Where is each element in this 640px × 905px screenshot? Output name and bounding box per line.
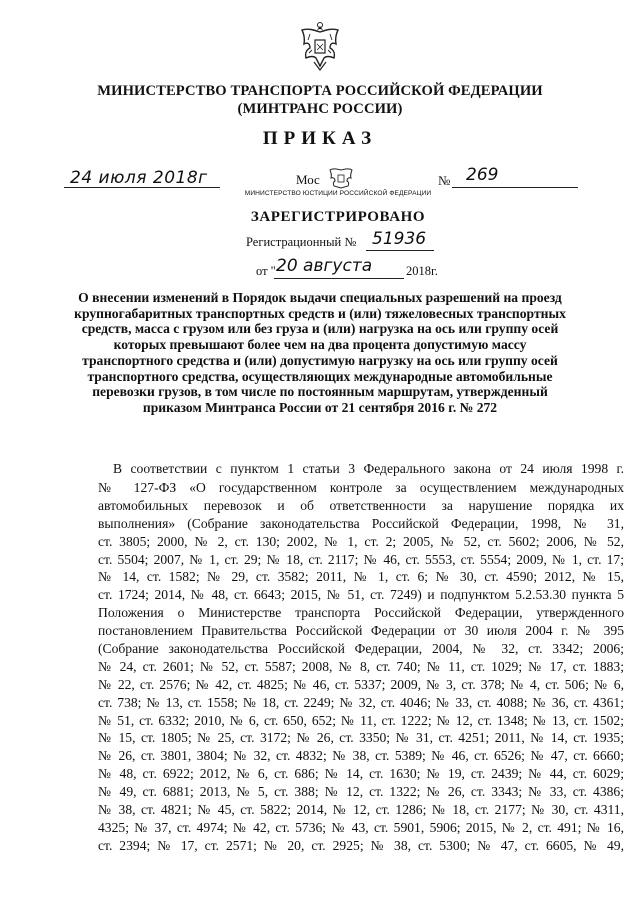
body-line: ст. 5504; 2007, № 1, ст. 29; № 18, ст. 2117; № 46, ст. 5553, ст. 5554; 2009, № 1, ст. 17;: [98, 551, 624, 567]
body-line: № 26, ст. 3801, 3804; № 32, ст. 4832; № 38, ст. 5389; № 46, ст. 6526; № 47, ст. 6660;: [98, 748, 624, 764]
body-line: № 22, ст. 2576; № 42, ст. 4825; № 46, ст. 5337; 2009, № 3, ст. 378; № 4, ст. 506; № 6,: [98, 676, 624, 692]
body-line: № 127-ФЗ «О государственном контроле за осуществлением международных: [98, 480, 624, 495]
title-line: средств, масса с грузом или без груза и (или) нагрузка на ось или группу осей: [81, 321, 559, 337]
stamp-date-prefix: от ": [256, 264, 276, 278]
order-title: [60, 290, 580, 416]
body-first-line: В соответствии с пунктом 1 статьи 3 Федерального закона от 24 июля 1998 г.: [113, 461, 624, 476]
number-underline: [452, 187, 578, 188]
title-line: перевозки грузов, в том числе по постоянным маршрутам, утвержденный: [92, 384, 548, 400]
body-text: [98, 479, 624, 855]
title-line: которых превышают более чем на два процента допустимую массу: [113, 337, 527, 353]
stamp-number-underline: [366, 250, 434, 251]
body-line: ст. 3805; 2000, № 2, ст. 130; 2002, № 1, ст. 2; 2005, № 52, ст. 5602; 2006, № 52,: [98, 533, 624, 549]
body-line: № 15, ст. 1805; № 25, ст. 3172; № 26, ст. 3350; № 31, ст. 4251; 2011, № 14, ст. 1935;: [98, 730, 624, 746]
russian-coat-of-arms-icon: [296, 20, 344, 72]
body-line: № 51, ст. 6332; 2010, № 6, ст. 650, 652; № 11, ст. 1222; № 12, ст. 1348; № 13, ст. 1502;: [98, 712, 624, 728]
city-label: Мос: [296, 172, 320, 187]
ministry-abbreviation: (МИНТРАНС РОССИИ): [237, 101, 403, 117]
title-line: транспортного средства и (или) допустимую нагрузку на ось или группу осей: [82, 352, 558, 368]
body-line: ст. 1724; 2014, № 48, ст. 6643; 2015, № 51, ст. 7249) и подпунктом 5.2.53.30 пункта 5: [98, 587, 624, 603]
body-line: постановлением Правительства Российской Федерации от 30 июля 2004 г. № 395: [98, 623, 624, 639]
stamp-registration-date: 20 августа: [276, 256, 373, 276]
registration-stamp: [240, 182, 436, 284]
date-underline: [64, 187, 220, 188]
body-line: № 24, ст. 2601; № 52, ст. 5587; 2008, № 8, ст. 740; № 11, ст. 1029; № 17, ст. 1883;: [98, 658, 624, 674]
body-line: № 49, ст. 6881; 2013, № 5, ст. 388; № 12, ст. 1322; № 26, ст. 3343; № 33, ст. 4386;: [98, 784, 624, 800]
order-date: 24 июля 2018г: [70, 168, 208, 188]
ministry-name: МИНИСТЕРСТВО ТРАНСПОРТА РОССИЙСКОЙ ФЕДЕРАЦИИ: [97, 83, 543, 99]
body-line: автомобильных перевозок и об ответственности за нарушение порядка их: [98, 497, 624, 513]
body-line: выполнения» (Собрание законодательства Российской Федерации, 1998, № 31,: [98, 515, 624, 531]
order-number: 269: [466, 165, 499, 185]
body-line: № 48, ст. 6922; 2012, № 6, ст. 686; № 14, ст. 1630; № 19, ст. 2439; № 44, ст. 6029;: [98, 766, 624, 782]
stamp-issuer: МИНИСТЕРСТВО ЮСТИЦИИ РОССИЙСКОЙ ФЕДЕРАЦИИ: [244, 190, 432, 197]
body-line: (Собрание законодательства Российской Федерации, 2004, № 32, ст. 3342; 2006;: [98, 641, 624, 657]
title-line: крупногабаритных транспортных средств и (или) тяжеловесных транспортных: [74, 305, 566, 321]
title-line: О внесении изменений в Порядок выдачи специальных разрешений на проезд: [78, 290, 562, 305]
body-line: Положения о Министерстве транспорта Российской Федерации, утвержденного: [98, 605, 624, 621]
title-line: приказом Минтранса России от 21 сентября 2016 г. № 272: [142, 399, 498, 415]
title-line: транспортного средства, осуществляющих международные автомобильные: [87, 368, 553, 384]
body-line: ст. 2394; № 17, ст. 2571; № 20, ст. 2925; № 38, ст. 5300; № 47, ст. 6605, № 49,: [98, 837, 624, 853]
stamp-date-underline: [274, 278, 404, 279]
stamp-registration-year: 2018г.: [406, 264, 438, 278]
stamp-title: ЗАРЕГИСТРИРОВАНО: [250, 209, 426, 225]
document-type: ПРИКАЗ: [262, 128, 378, 149]
stamp-registration-number: 51936: [372, 229, 427, 249]
body-line: ст. 738; № 13, ст. 1558; № 18, ст. 2249; № 32, ст. 4046; № 33, ст. 4088; № 36, ст. 4361;: [98, 694, 624, 710]
stamp-emblem-icon: [328, 166, 354, 190]
body-line: № 14, ст. 1582; № 29, ст. 3582; 2011, № 1, ст. 6; № 30, ст. 4590; 2012, № 15,: [98, 569, 624, 585]
stamp-registration-label: Регистрационный №: [246, 235, 357, 249]
number-sign: №: [438, 173, 451, 188]
body-line: 4325; № 37, ст. 4974; № 42, ст. 5736; № 43, ст. 5901, 5906; 2015, № 2, ст. 491; № 16,: [98, 819, 624, 835]
body-line: № 38, ст. 4821; № 45, ст. 5822; 2014, № 12, ст. 1286; № 18, ст. 2177; № 30, ст. 4311,: [98, 802, 624, 818]
